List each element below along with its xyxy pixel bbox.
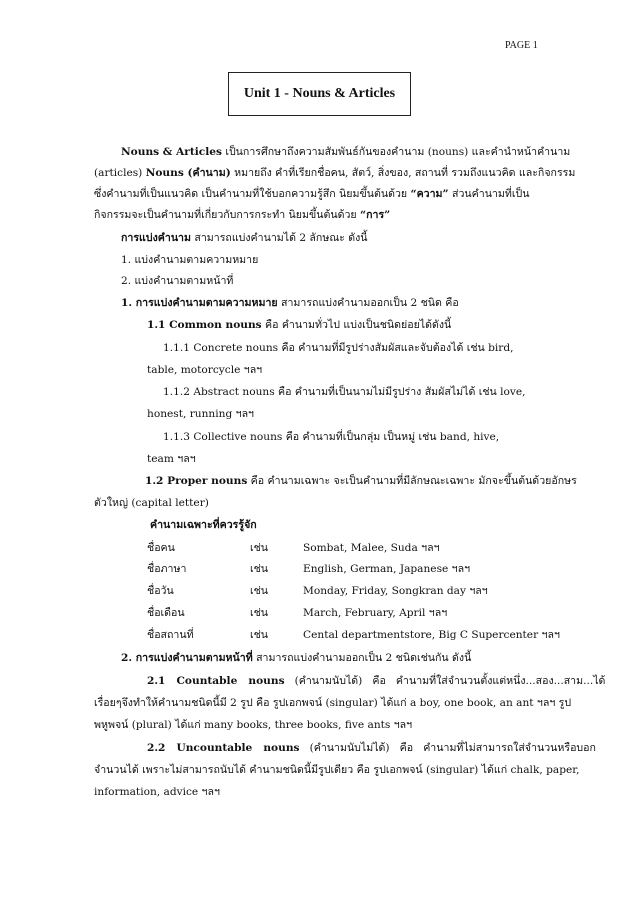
proper-table-row	[147, 562, 470, 576]
intro-text: หมายถึง คำที่เรียกชื่อคน, สัตว์, สิ่งของ, สถานที่ รวมถึงแนวคิด และกิจกรรม	[230, 167, 576, 179]
countable-bold: 2.1 Countable nouns	[147, 675, 285, 687]
collective-line-2: team ฯลฯ	[147, 453, 196, 465]
common-nouns-line	[147, 318, 451, 332]
countable-line-2: เรื่อยๆจึงทำให้คำนามชนิดนี้มี 2 รูป คือ รูปเอกพจน์ (singular) ได้แก่ a boy, one book, an ant ฯลฯ รูป	[94, 697, 572, 709]
intro-lead: Nouns & Articles	[121, 146, 222, 158]
proper-type: ชื่อสถานที่	[147, 629, 194, 641]
division-heading-text: สามารถแบ่งคำนามได้ 2 ลักษณะ ดังนี้	[191, 232, 368, 244]
uncountable-line-1	[147, 741, 596, 755]
intro-line-3	[94, 187, 529, 201]
common-nouns-bold: 1.1 Common nouns	[147, 319, 262, 331]
uncountable-line-2: จำนวนได้ เพราะไม่สามารถนับได้ คำนามชนิดนี้มีรูปเดียว คือ รูปเอกพจน์ (singular) ได้แก่ chalk, paper,	[94, 764, 580, 776]
proper-table-row	[147, 541, 440, 555]
intro-bold: “การ”	[360, 209, 391, 221]
section2-heading	[121, 651, 471, 665]
concrete-line-1: 1.1.1 Concrete nouns คือ คำนามที่มีรูปร่างสัมผัสและจับต้องได้ เช่น bird,	[163, 342, 514, 354]
concrete-line-2: table, motorcycle ฯลฯ	[147, 364, 263, 376]
unit-title-box	[228, 72, 411, 116]
abstract-line-2: honest, running ฯลฯ	[147, 408, 255, 420]
proper-examples: Cental departmentstore, Big C Supercenter ฯลฯ	[303, 629, 560, 641]
proper-nouns-line	[145, 474, 577, 488]
uncountable-line-3: information, advice ฯลฯ	[94, 786, 220, 798]
section2-heading-bold: 2. การแบ่งคำนามตามหน้าที่	[121, 652, 253, 664]
division-item-1: 1. แบ่งคำนามตามความหมาย	[121, 254, 259, 266]
intro-text: (articles)	[94, 167, 146, 179]
division-item-2: 2. แบ่งคำนามตามหน้าที่	[121, 275, 234, 287]
proper-sep: เช่น	[250, 585, 269, 597]
collective-line-1: 1.1.3 Collective nouns คือ คำนามที่เป็นกลุ่ม เป็นหมู่ เช่น band, hive,	[163, 431, 500, 443]
proper-examples: Sombat, Malee, Suda ฯลฯ	[303, 542, 440, 554]
intro-line-2	[94, 166, 575, 180]
proper-examples: Monday, Friday, Songkran day ฯลฯ	[303, 585, 488, 597]
unit-title: Unit 1 - Nouns & Articles	[243, 86, 396, 101]
section1-heading-text: สามารถแบ่งคำนามออกเป็น 2 ชนิด คือ	[277, 297, 459, 309]
intro-text: ซึ่งคำนามที่เป็นแนวคิด เป็นคำนามที่ใช้บอกความรู้สึก นิยมขึ้นต้นด้วย	[94, 188, 411, 200]
proper-table-row	[147, 606, 447, 620]
intro-line-4	[94, 208, 390, 222]
division-heading	[121, 231, 368, 245]
proper-nouns-bold: 1.2 Proper nouns	[145, 475, 248, 487]
proper-examples: March, February, April ฯลฯ	[303, 607, 448, 619]
uncountable-text: (คำนามนับไม่ได้) คือ คำนามที่ไม่สามารถใส่จำนวนหรือบอก	[299, 742, 596, 754]
countable-line-1	[147, 674, 605, 688]
intro-text: เป็นการศึกษาถึงความสัมพันธ์กันของคำนาม (nouns) และคำนำหน้าคำนาม	[221, 146, 571, 158]
countable-text: (คำนามนับได้) คือ คำนามที่ใส่จำนวนตั้งแต่หนึ่ง...สอง...สาม...ได้	[284, 675, 606, 687]
proper-type: ชื่อเดือน	[147, 607, 185, 619]
section1-heading-bold: 1. การแบ่งคำนามตามความหมาย	[121, 297, 278, 309]
intro-line-1	[121, 145, 570, 159]
intro-text: กิจกรรมจะเป็นคำนามที่เกี่ยวกับการกระทำ นิยมขึ้นต้นด้วย	[94, 209, 360, 221]
common-nouns-text: คือ คำนามทั่วไป แบ่งเป็นชนิดย่อยได้ดังนี้	[261, 319, 452, 331]
section2-heading-text: สามารถแบ่งคำนามออกเป็น 2 ชนิดเช่นกัน ดังนี้	[252, 652, 472, 664]
proper-sep: เช่น	[250, 607, 269, 619]
countable-line-3: พหูพจน์ (plural) ได้แก่ many books, three books, five ants ฯลฯ	[94, 719, 413, 731]
division-heading-bold: การแบ่งคำนาม	[121, 232, 191, 244]
section1-heading	[121, 296, 459, 310]
proper-table-row	[147, 584, 488, 598]
intro-text: ส่วนคำนามที่เป็น	[448, 188, 530, 200]
page-number: PAGE 1	[505, 40, 538, 51]
proper-sep: เช่น	[250, 629, 269, 641]
proper-type: ชื่อคน	[147, 542, 175, 554]
abstract-line-1: 1.1.2 Abstract nouns คือ คำนามที่เป็นนามไม่มีรูปร่าง สัมผัสไม่ได้ เช่น love,	[163, 386, 526, 398]
intro-bold: “ความ”	[410, 188, 449, 200]
proper-type: ชื่อภาษา	[147, 563, 187, 575]
intro-bold: Nouns (คำนาม)	[145, 167, 231, 179]
proper-type: ชื่อวัน	[147, 585, 174, 597]
proper-examples: English, German, Japanese ฯลฯ	[303, 563, 471, 575]
proper-nouns-text: คือ คำนามเฉพาะ จะเป็นคำนามที่มีลักษณะเฉพาะ มักจะขึ้นต้นด้วยอักษร	[247, 475, 577, 487]
proper-sep: เช่น	[250, 542, 269, 554]
proper-table-row	[147, 628, 560, 642]
uncountable-bold: 2.2 Uncountable nouns	[147, 742, 300, 754]
proper-nouns-line-2: ตัวใหญ่ (capital letter)	[94, 497, 209, 509]
proper-sep: เช่น	[250, 563, 269, 575]
proper-table-heading: คำนามเฉพาะที่ควรรู้จัก	[150, 519, 257, 531]
